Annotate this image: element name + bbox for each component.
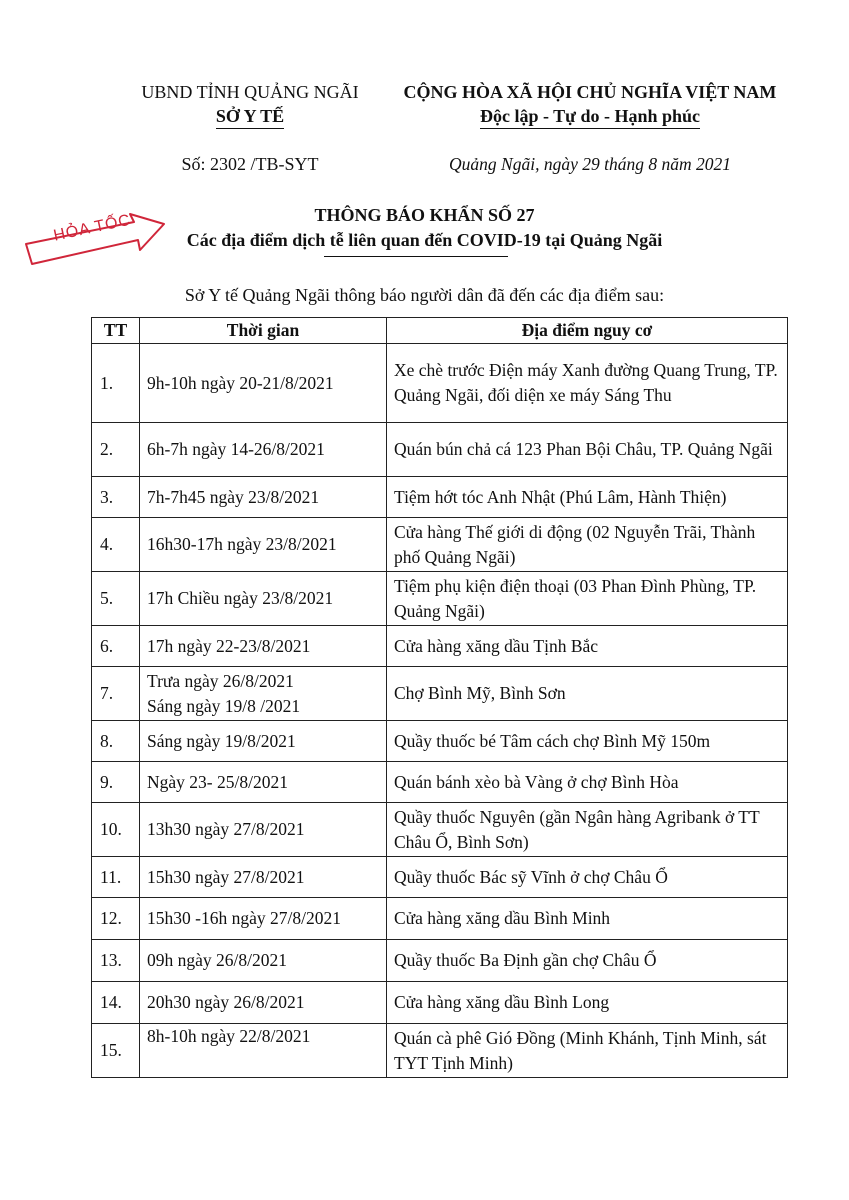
table-row (92, 762, 788, 803)
issuing-department (90, 106, 410, 129)
row-place: Quán bánh xèo bà Vàng ở chợ Bình Hòa (387, 762, 788, 803)
row-number: 11. (92, 857, 140, 898)
row-place: Cửa hàng Thế giới di động (02 Nguyễn Trãi, Thành phố Quảng Ngãi) (387, 518, 788, 572)
header-place: Địa điểm nguy cơ (387, 318, 788, 344)
national-title: CỘNG HÒA XÃ HỘI CHỦ NGHĨA VIỆT NAM (403, 82, 777, 102)
motto-text: Độc lập - Tự do - Hạnh phúc (480, 107, 700, 129)
row-place: Quầy thuốc Nguyên (gần Ngân hàng Agribank ở TT Châu Ổ, Bình Sơn) (387, 803, 788, 857)
row-place: Cửa hàng xăng dầu Tịnh Bắc (387, 626, 788, 667)
row-time: 8h-10h ngày 22/8/2021 (140, 1024, 387, 1078)
place-and-date: Quảng Ngãi, ngày 29 tháng 8 năm 2021 (449, 154, 731, 174)
row-place: Tiệm hớt tóc Anh Nhật (Phú Lâm, Hành Thiện) (387, 477, 788, 518)
risk-locations-table (91, 317, 788, 1078)
row-time: 17h ngày 22-23/8/2021 (140, 626, 387, 667)
table-row (92, 982, 788, 1024)
row-time: 17h Chiều ngày 23/8/2021 (140, 572, 387, 626)
row-time: 7h-7h45 ngày 23/8/2021 (140, 477, 387, 518)
row-time: 15h30 ngày 27/8/2021 (140, 857, 387, 898)
table-row (92, 518, 788, 572)
table-row (92, 477, 788, 518)
row-time: 13h30 ngày 27/8/2021 (140, 803, 387, 857)
row-number: 13. (92, 940, 140, 982)
row-number: 5. (92, 572, 140, 626)
table-row (92, 940, 788, 982)
row-number: 7. (92, 667, 140, 721)
header-time: Thời gian (140, 318, 387, 344)
row-place: Cửa hàng xăng dầu Bình Minh (387, 898, 788, 940)
row-place: Quầy thuốc Ba Định gần chợ Châu Ổ (387, 940, 788, 982)
row-time: Ngày 23- 25/8/2021 (140, 762, 387, 803)
row-number: 4. (92, 518, 140, 572)
row-number: 3. (92, 477, 140, 518)
document-number: Số: 2302 /TB-SYT (181, 154, 319, 174)
row-place: Quầy thuốc bé Tâm cách chợ Bình Mỹ 150m (387, 721, 788, 762)
row-time: Sáng ngày 19/8/2021 (140, 721, 387, 762)
row-number: 6. (92, 626, 140, 667)
row-number: 1. (92, 344, 140, 423)
notice-title: THÔNG BÁO KHẨN SỐ 27 (314, 205, 535, 225)
row-number: 8. (92, 721, 140, 762)
table-row (92, 667, 788, 721)
table-row (92, 898, 788, 940)
issuing-authority: UBND TỈNH QUẢNG NGÃI (141, 82, 359, 102)
row-number: 14. (92, 982, 140, 1024)
row-time: 9h-10h ngày 20-21/8/2021 (140, 344, 387, 423)
row-place: Tiệm phụ kiện điện thoại (03 Phan Đình Phùng, TP. Quảng Ngãi) (387, 572, 788, 626)
notice-subtitle: Các địa điểm dịch tễ liên quan đến COVID-19 tại Quảng Ngãi (186, 230, 663, 250)
title-divider (324, 256, 508, 257)
row-time: 16h30-17h ngày 23/8/2021 (140, 518, 387, 572)
row-place: Quầy thuốc Bác sỹ Vĩnh ở chợ Châu Ổ (387, 857, 788, 898)
intro-text: Sở Y tế Quảng Ngãi thông báo người dân đã đến các địa điểm sau: (184, 285, 665, 305)
row-place: Chợ Bình Mỹ, Bình Sơn (387, 667, 788, 721)
table-row (92, 857, 788, 898)
row-time: 20h30 ngày 26/8/2021 (140, 982, 387, 1024)
row-number: 9. (92, 762, 140, 803)
row-number: 15. (92, 1024, 140, 1078)
table-row (92, 721, 788, 762)
row-time-line-1: Trưa ngày 26/8/2021 (147, 670, 294, 691)
row-place: Cửa hàng xăng dầu Bình Long (387, 982, 788, 1024)
row-number: 10. (92, 803, 140, 857)
table-row (92, 1024, 788, 1078)
row-place: Quán bún chả cá 123 Phan Bội Châu, TP. Quảng Ngãi (387, 423, 788, 477)
header-tt: TT (92, 318, 140, 344)
row-place: Quán cà phê Gió Đồng (Minh Khánh, Tịnh Minh, sát TYT Tịnh Minh) (387, 1024, 788, 1078)
row-number: 2. (92, 423, 140, 477)
stamp-label: HỎA TỐC (52, 211, 133, 245)
row-time: 6h-7h ngày 14-26/8/2021 (140, 423, 387, 477)
table-row (92, 626, 788, 667)
national-motto (380, 106, 800, 129)
row-time (140, 667, 387, 721)
row-place: Xe chè trước Điện máy Xanh đường Quang Trung, TP. Quảng Ngãi, đối diện xe máy Sáng Thu (387, 344, 788, 423)
department-name: SỞ Y TẾ (216, 107, 284, 129)
row-time: 15h30 -16h ngày 27/8/2021 (140, 898, 387, 940)
table-row (92, 803, 788, 857)
table-row (92, 572, 788, 626)
table-header-row (92, 318, 788, 344)
row-time: 09h ngày 26/8/2021 (140, 940, 387, 982)
row-time-line-2: Sáng ngày 19/8 /2021 (147, 695, 301, 716)
table-row (92, 344, 788, 423)
row-number: 12. (92, 898, 140, 940)
table-row (92, 423, 788, 477)
